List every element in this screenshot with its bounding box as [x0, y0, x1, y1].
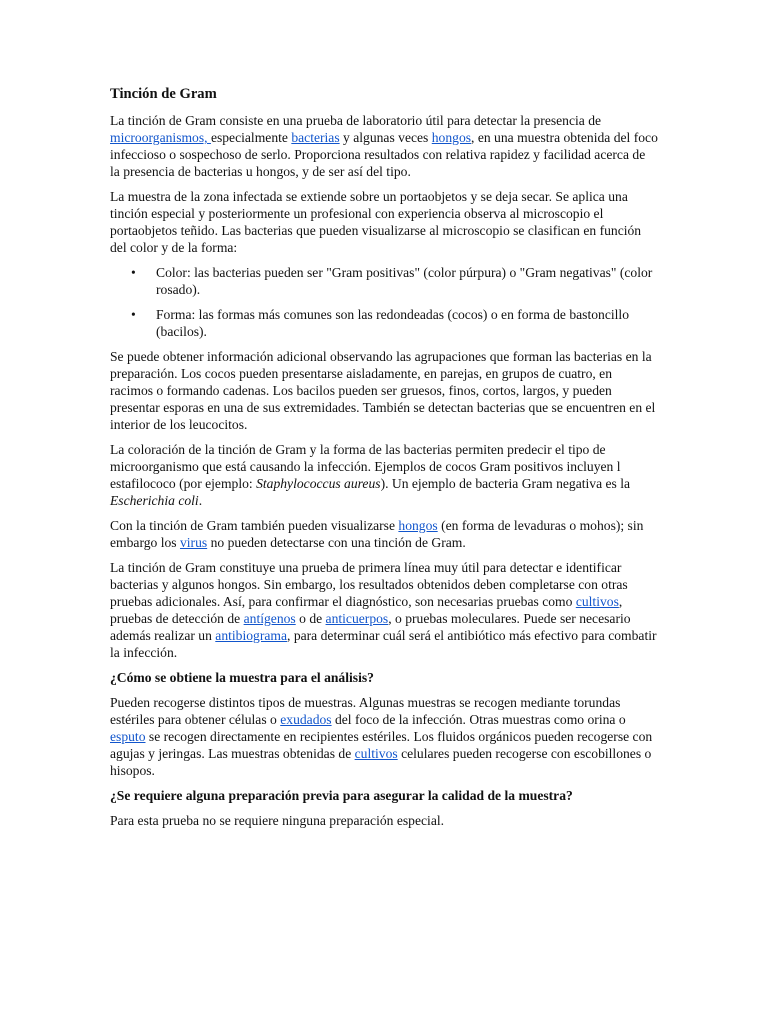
- paragraph-coloracion: [110, 441, 658, 509]
- list-item-forma: [131, 306, 658, 340]
- document-page: [110, 86, 658, 837]
- bullet-marker: •: [131, 307, 136, 322]
- link-bacterias[interactable]: bacterias: [291, 130, 340, 145]
- link-cultivos[interactable]: cultivos: [575, 594, 619, 609]
- paragraph-procedure: La muestra de la zona infectada se extiende sobre un portaobjetos y se deja secar. Se aplica una tinción especial y posteriormente un profesional con experiencia observa al microscopio el portaobjetos teñido. Las bacterias que pueden visualizarse al microscopio se clasifican en función del color y de la forma:: [110, 189, 642, 255]
- text-run: Con la tinción de Gram también pueden visualizarse: [110, 518, 399, 533]
- link-anticuerpos[interactable]: anticuerpos: [325, 611, 389, 626]
- link-cultivos[interactable]: cultivos: [354, 746, 398, 761]
- link-antibiograma[interactable]: antibiograma: [215, 628, 288, 643]
- species-name: Escherichia coli: [110, 493, 199, 508]
- text-run: La tinción de Gram consiste en una prueba de laboratorio útil para detectar la presencia de: [110, 113, 602, 128]
- text-run: , o pruebas moleculares. Puede ser necesario además realizar un: [110, 611, 631, 643]
- text-run: del foco de la infección. Otras muestras como orina o: [331, 712, 626, 727]
- classification-list: [110, 264, 658, 340]
- bullet-marker: •: [131, 265, 136, 280]
- list-item-color: [131, 264, 658, 298]
- section-heading-preparacion: ¿Se requiere alguna preparación previa para asegurar la calidad de la muestra?: [110, 788, 573, 803]
- link-esputo[interactable]: esputo: [110, 729, 146, 744]
- text-run: , en una muestra obtenida del foco infeccioso o sospechoso de serlo. Proporciona resultados con relativa rapidez y facilidad acerca de la presencia de bacterias u hongos, y de ser así del tipo.: [110, 130, 658, 179]
- text-run: no pueden detectarse con una tinción de Gram.: [207, 535, 466, 550]
- text-run: celulares pueden recogerse con escobillones o hisopos.: [110, 746, 652, 778]
- link-antigenos[interactable]: antígenos: [243, 611, 296, 626]
- link-hongos[interactable]: hongos: [431, 130, 472, 145]
- paragraph-primera-linea: [110, 559, 658, 661]
- text-run: Pueden recogerse distintos tipos de muestras. Algunas muestras se recogen mediante torundas estériles para obtener células o: [110, 695, 621, 727]
- text-run: y algunas veces: [339, 130, 432, 145]
- link-exudados[interactable]: exudados: [280, 712, 332, 727]
- text-run: (en forma de levaduras o mohos); sin embargo los: [110, 518, 644, 550]
- text-run: La tinción de Gram constituye una prueba de primera línea muy útil para detectar e identificar bacterias y algunos hongos. Sin embargo, los resultados obtenidos deben completarse con otras pruebas adicionales. Así, para confirmar el diagnóstico, son necesarias pruebas como: [110, 560, 628, 609]
- text-run: , pruebas de detección de: [110, 594, 623, 626]
- text-run: .: [198, 493, 203, 508]
- link-virus[interactable]: virus: [179, 535, 208, 550]
- text-run: o de: [295, 611, 326, 626]
- paragraph-intro: [110, 112, 658, 180]
- text-run: , para determinar cuál será el antibiótico más efectivo para combatir la infección.: [110, 628, 657, 660]
- text-run: ). Un ejemplo de bacteria Gram negativa es la: [380, 476, 631, 491]
- paragraph-tipos-muestras: [110, 694, 658, 779]
- paragraph-agrupaciones: Se puede obtener información adicional observando las agrupaciones que forman las bacterias en la preparación. Los cocos pueden presentarse aisladamente, en parejas, en grupos de cuatro, en racimos o formando cadenas. Los bacilos pueden ser gruesos, finos, cortos, largos, y pueden presentar esporas en una de sus extremidades. También se detectan bacterias que se encuentren en el interior de los leucocitos.: [110, 349, 656, 432]
- link-hongos[interactable]: hongos: [398, 518, 438, 533]
- paragraph-hongos-virus: [110, 517, 658, 551]
- text-run: se recogen directamente en recipientes estériles. Los fluidos orgánicos pueden recogerse con agujas y jeringas. Las muestras obtenidas de: [110, 729, 653, 761]
- text-run: especialmente: [210, 130, 292, 145]
- text-run: La coloración de la tinción de Gram y la forma de las bacterias permiten predecir el tipo de microorganismo que está causando la infección. Ejemplos de cocos Gram positivos incluyen l estafilococo (por ejemplo:: [110, 442, 621, 491]
- section-heading-muestra: ¿Cómo se obtiene la muestra para el análisis?: [110, 670, 374, 685]
- link-microorganismos[interactable]: microorganismos,: [110, 130, 211, 145]
- document-title: Tinción de Gram: [110, 86, 217, 102]
- species-name: Staphylococcus aureus: [256, 476, 381, 491]
- list-item-text: Color: las bacterias pueden ser "Gram positivas" (color púrpura) o "Gram negativas" (color rosado).: [156, 265, 653, 297]
- list-item-text: Forma: las formas más comunes son las redondeadas (cocos) o en forma de bastoncillo (bacilos).: [156, 307, 630, 339]
- paragraph-preparacion: Para esta prueba no se requiere ninguna preparación especial.: [110, 813, 445, 828]
